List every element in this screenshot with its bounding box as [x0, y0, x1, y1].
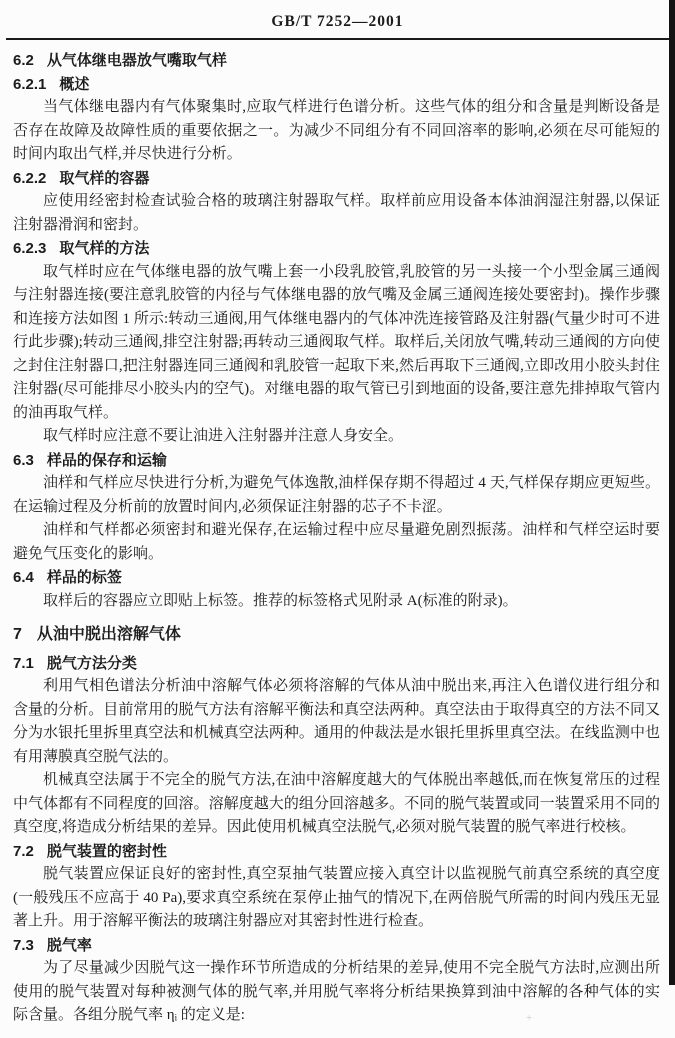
- heading-number: 6.4: [13, 569, 34, 586]
- heading-number: 6.2.1: [13, 75, 47, 93]
- subsection-heading-6-2-3: [13, 237, 660, 261]
- heading-title: 取气样的方法: [59, 240, 150, 257]
- heading-title: 样品的保存和运输: [46, 451, 167, 469]
- heading-number: 6.2.2: [13, 169, 47, 187]
- heading-title: 样品的标签: [46, 569, 122, 586]
- heading-number: 7.2: [13, 842, 34, 860]
- standard-number: GB/T 7252—2001: [271, 13, 404, 30]
- paragraph: 取气样时应注意不要让油进入注射器并注意人身安全。: [43, 428, 404, 444]
- heading-title: 从油中脱出溶解气体: [36, 626, 181, 643]
- paragraph: 当气体继电器内有气体聚集时,应取气样进行色谱分析。这些气体的组分和含量是判断设备是否存在故障及故障性质的重要依据之一。为减少不同组分有不同回溶率的影响,必须在尽可能短的时间内取出气样,并尽快进行分析。: [13, 99, 660, 162]
- section-heading-7-2: [13, 840, 660, 864]
- section-heading-6-3: [13, 449, 660, 473]
- paragraph: 脱气装置应保证良好的密封性,真空泵抽气装置应接入真空计以监视脱气前真空系统的真空度(一般残压不应高于 40 Pa),要求真空系统在泵停止抽气的情况下,在两倍脱气所需的时间内残压无显著上升。用于溶解平衡法的玻璃注射器应对其密封性进行检查。: [13, 866, 660, 929]
- section-heading-7-1: [13, 652, 660, 676]
- document-body: [0, 40, 675, 1028]
- heading-title: 从气体继电器放气嘴取气样: [46, 52, 227, 69]
- heading-title: 脱气装置的密封性: [46, 842, 167, 860]
- heading-number: 6.3: [13, 451, 34, 469]
- registration-mark: +: [526, 1012, 533, 1024]
- paragraph: 取样后的容器应立即贴上标签。推荐的标签格式见附录 A(标准的附录)。: [43, 592, 518, 609]
- paragraph: 油样和气样应尽快进行分析,为避免气体逸散,油样保存期不得超过 4 天,气样保存期应更短些。在运输过程及分析前的放置时间内,必须保证注射器的芯子不卡涩。: [13, 475, 660, 515]
- heading-number: 7.3: [13, 936, 34, 954]
- heading-number: 7.1: [13, 654, 34, 672]
- subsection-heading-6-2-1: [13, 73, 660, 97]
- paragraph: 利用气相色谱法分析油中溶解气体必须将溶解的气体从油中脱出来,再注入色谱仪进行组分和含量的分析。目前常用的脱气方法有溶解平衡法和真空法两种。真空法由于取得真空的方法不同又分为水银托里拆里真空法和机械真空法两种。通用的仲裁法是水银托里拆里真空法。在线监测中也有用薄膜真空脱气法的。: [13, 678, 660, 765]
- paragraph: 为了尽量减少因脱气这一操作环节所造成的分析结果的差异,使用不完全脱气方法时,应测出所使用的脱气装置对每种被测气体的脱气率,并用脱气率将分析结果换算到油中溶解的各种气体的实际含量。各组分脱气率 ηᵢ 的定义是:: [13, 960, 660, 1023]
- heading-title: 脱气率: [46, 936, 92, 954]
- heading-number: 6.2.3: [13, 240, 47, 257]
- section-heading-7-3: [13, 934, 660, 958]
- paragraph: 机械真空法属于不完全的脱气方法,在油中溶解度越大的气体脱出率越低,而在恢复常压的过程中气体都有不同程度的回溶。溶解度越大的组分回溶越多。不同的脱气装置或同一装置采用不同的真空度,将造成分析结果的差异。因此使用机械真空法脱气,必须对脱气装置的脱气率进行校核。: [13, 772, 660, 835]
- paragraph: 取气样时应在气体继电器的放气嘴上套一小段乳胶管,乳胶管的另一头接一个小型金属三通阀与注射器连接(要注意乳胶管的内径与气体继电器的放气嘴及金属三通阀连接处要密封)。操作步骤和连接方法如图 1 所示:转动三通阀,用气体继电器内的气体冲洗连接管路及注射器(气量少时可不进行此步骤);转动三通阀,排空注射器;再转动三通阀取气样。取样后,关闭放气嘴,转动三通阀的方向使之封住注射器口,把注射器连同三通阀和乳胶管一起取下来,然后再取下三通阀,立即改用小胶头封住注射器(尽可能排尽小胶头内的空气)。对继电器的取气管已引到地面的设备,要注意先排掉取气管内的油再取气样。: [13, 263, 660, 421]
- paragraph: 油样和气样都必须密封和避光保存,在运输过程中应尽量避免剧烈振荡。油样和气样空运时要避免气压变化的影响。: [13, 522, 660, 562]
- heading-title: 取气样的容器: [59, 169, 150, 187]
- heading-title: 脱气方法分类: [46, 654, 137, 672]
- scan-edge-artifact: [669, 0, 675, 985]
- section-heading-6-4: [13, 566, 660, 590]
- heading-number: 7: [13, 626, 22, 643]
- chapter-heading-7: [13, 623, 660, 647]
- subsection-heading-6-2-2: [13, 167, 660, 191]
- heading-title: 概述: [59, 75, 90, 93]
- section-heading-6-2: [13, 49, 660, 73]
- paragraph: 应使用经密封检查试验合格的玻璃注射器取气样。取样前应用设备本体油润湿注射器,以保证注射器滑润和密封。: [13, 193, 660, 233]
- heading-number: 6.2: [13, 52, 34, 69]
